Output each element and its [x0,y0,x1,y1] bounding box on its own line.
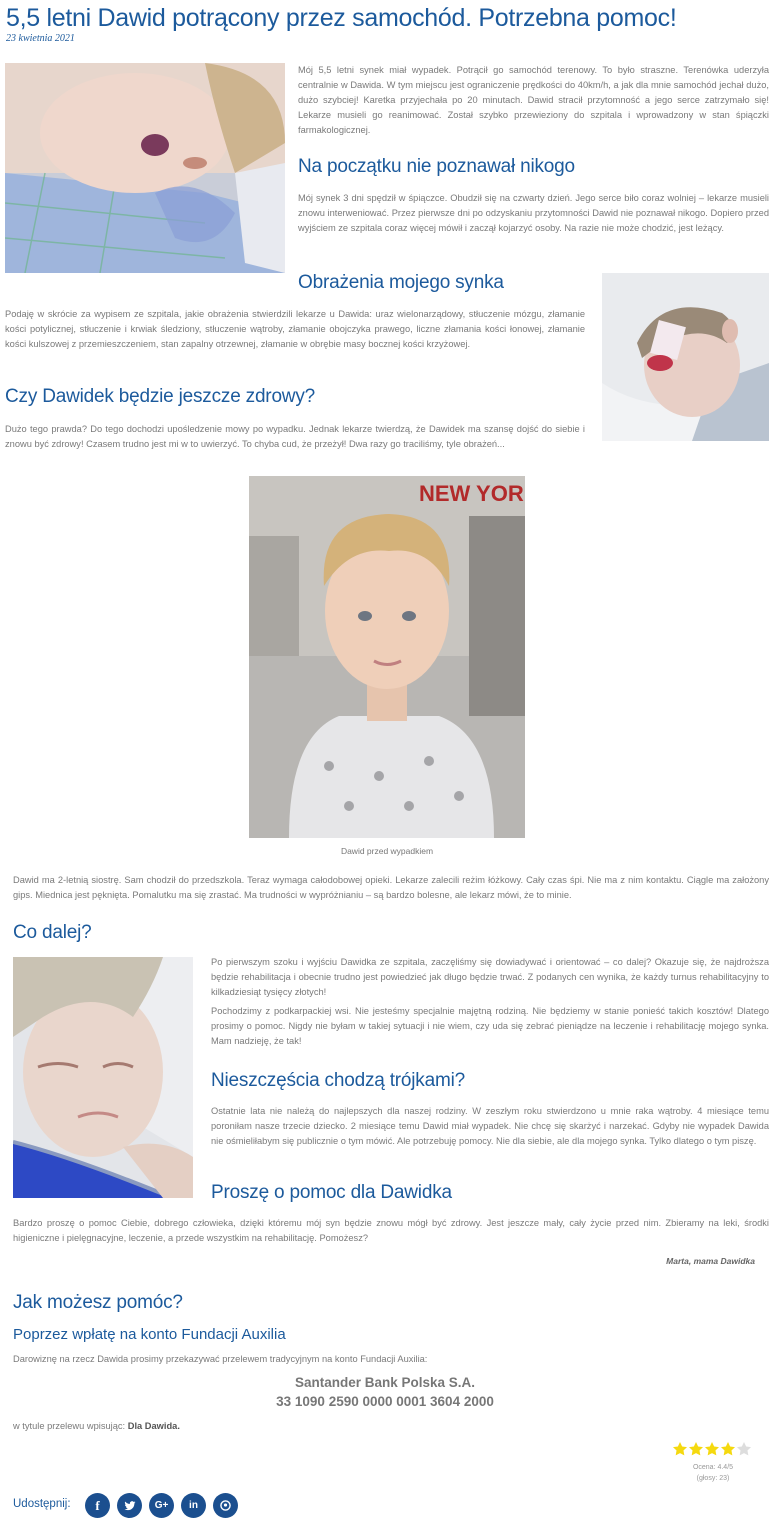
star-icon[interactable] [720,1441,736,1457]
section-text-co-dalej-2: Pochodzimy z podkarpackiej wsi. Nie jesteśmy specjalnie majętną rodziną. Nie będziemy w stanie ponieść takich kosztów! Dlatego prosimy o pomoc. Nigdy nie byłam w takiej sytuacji i nie wiem, czy uda się zebrać pieniądze na leczenie i rehabilitację mojego synka. Mam nadzieję, że tak! [211,1006,769,1046]
photo-boy-in-brace [13,957,193,1198]
section-heading-co-dalej: Co dalej? [13,922,92,943]
rating-votes: (głosy: 23) [696,1475,730,1482]
signature: Marta, mama Dawidka [666,1256,755,1266]
section-text-na-poczatku: Mój synek 3 dni spędził w śpiączce. Obudził się na czwarty dzień. Jego serce biło coraz wolniej – lekarze musieli znowu interweniować. Przez pierwsze dni po odzyskaniu przytomności Dawid nie poznawał nikogo. Dopiero przed wyjściem ze szpitala coraz więcej mówił i zaczął kojarzyć osoby. Na razie nie może chodzić, jest leżący. [298,193,769,233]
section-text-prosze-o-pomoc: Bardzo proszę o pomoc Ciebie, dobrego człowieka, dzięki któremu mój syn będzie znowu mógł być zdrowy. Jest jeszcze mały, cały życie przed nim. Zbieramy na leki, środki higieniczne i pielęgnacyjne, leczenie, a przede wszystkim na rehabilitację. Pomożesz? [13,1218,769,1243]
star-icon[interactable] [672,1441,688,1457]
after-photo-paragraph: Dawid ma 2-letnią siostrę. Sam chodził do przedszkola. Teraz wymaga całodobowej opieki. Lekarze zalecili reżim łóżkowy. Cały czas śpi. Nie ma z nim kontaktu. Ciągle ma założony gips. Miednica jest pęknięta. Pomalutku ma się zrastać. Ma trudności w wypróżnianiu – są bardzo bolesne, ale lekarz mówi, że to minie. [13,875,769,900]
linkedin-icon: in [189,1500,198,1511]
linkedin-share-button[interactable] [181,1493,206,1518]
photo-injured-sleeping [5,63,285,273]
google-plus-share-button[interactable] [149,1493,174,1518]
google-plus-icon: G+ [154,1500,169,1511]
twitter-share-button[interactable] [117,1493,142,1518]
photo-caption: Dawid przed wypadkiem [340,846,434,856]
photo-bandaged-head [602,273,769,441]
section-text-czy-zdrowy: Dużo tego prawda? Do tego dochodzi upośledzenie mowy po wypadku. Jednak lekarze twierdzą, że Dawidek ma szansę dojść do siebie i znowu być zdrowy! Czasem trudno jest mi w to uwierzyć. To chyba cud, że przeżył! Dwa razy go traciliśmy, tyle obrażeń... [5,424,585,449]
section-heading-czy-zdrowy: Czy Dawidek będzie jeszcze zdrowy? [5,386,315,407]
star-empty-icon[interactable] [736,1441,752,1457]
section-text-co-dalej-1: Po pierwszym szoku i wyjściu Dawidka ze szpitala, zaczęliśmy się dowiadywać i orientować – co dalej? Okazuje się, że najdroższa będzie rehabilitacja i obecnie trudno jest powiedzieć jak długo będzie trwać. Z podanych cen wynika, że każdy turnus rehabilitacyjny to kilkadziesiąt tysięcy złotych! [211,957,769,997]
rating-stars[interactable] [672,1441,754,1457]
rating-score: Ocena: 4.4/5 [692,1464,734,1471]
star-icon[interactable] [704,1441,720,1457]
star-icon[interactable] [688,1441,704,1457]
rating-widget [672,1441,754,1484]
twitter-icon [124,1500,136,1512]
svg-text:NEW YOR: NEW YOR [419,481,524,506]
pinterest-icon [220,1500,231,1511]
section-heading-prosze-o-pomoc: Proszę o pomoc dla Dawidka [211,1182,452,1203]
article-title: 5,5 letni Dawid potrącony przez samochód. Potrzebna pomoc! [6,4,677,32]
bank-details [200,1373,570,1411]
section-heading-obrazenia: Obrażenia mojego synka [298,272,504,293]
pinterest-share-button[interactable] [213,1493,238,1518]
intro-paragraph: Mój 5,5 letni synek miał wypadek. Potrącił go samochód terenowy. To było straszne. Terenówka uderzyła centralnie w Dawida. W tym miejscu jest ograniczenie prędkości do 40km/h, a jak dla mnie samochód jechał dużo, dużo szybciej! Karetka przyjechała po 20 minutach. Dawid stracił przytomność a jego serce zatrzymało się! Lekarze musieli go reanimować. Został szybko przewieziony do szpitala i wprowadzony w stan śpiączki farmakologicznej. [298,65,769,135]
share-label: Udostępnij: [13,1498,71,1510]
section-text-nieszczescia: Ostatnie lata nie należą do najlepszych dla naszej rodziny. W zeszłym roku stwierdzono u mnie raka wątroby. 4 miesiące temu poroniłam nasze trzecie dziecko. 2 miesiące temu Dawid miał wypadek. Nie chcę się skarżyć i narzekać. Gdyby nie wypadek Dawida nie ośmieliłabym się publicznie o tym mówić. Ale potrzebuję pomocy. Nie dla siebie, ale dla mojego synka. Tylko dlatego o tym piszę. [211,1106,769,1146]
photo-dawid-before-accident [249,476,525,838]
bank-name: Santander Bank Polska S.A. [294,1375,476,1390]
transfer-title-line [13,1419,513,1434]
transfer-title-value: Dla Dawida. [127,1421,180,1431]
help-subheading: Poprzez wpłatę na konto Fundacji Auxilia [13,1326,286,1343]
facebook-share-button[interactable] [85,1493,110,1518]
facebook-icon: f [95,1497,100,1513]
transfer-title-prefix: w tytule przelewu wpisując: [13,1421,126,1431]
article-date: 23 kwietnia 2021 [6,33,75,44]
section-heading-na-poczatku: Na początku nie poznawał nikogo [298,156,575,177]
help-heading: Jak możesz pomóc? [13,1292,183,1313]
account-number[interactable]: 33 1090 2590 0000 0001 3604 2000 [276,1394,494,1409]
help-text: Darowiznę na rzecz Dawida prosimy przekazywać przelewem tradycyjnym na konto Fundacji Auxilia: [13,1354,428,1364]
section-heading-nieszczescia: Nieszczęścia chodzą trójkami? [211,1070,465,1091]
section-text-obrazenia: Podaję w skrócie za wypisem ze szpitala, jakie obrażenia stwierdzili lekarze u Dawida: uraz wielonarządowy, stłuczenie mózgu, złamanie kości potylicznej, stłuczenie i krwiak śledziony, stłuczenie wątroby, złamanie obojczyka prawego, liczne złamania kości łonowej, złamanie kości kulszowej z przemieszczeniem, stan zapalny otrzewnej, złamanie w obrębie masy bocznej kości krzyżowej. [5,309,585,349]
